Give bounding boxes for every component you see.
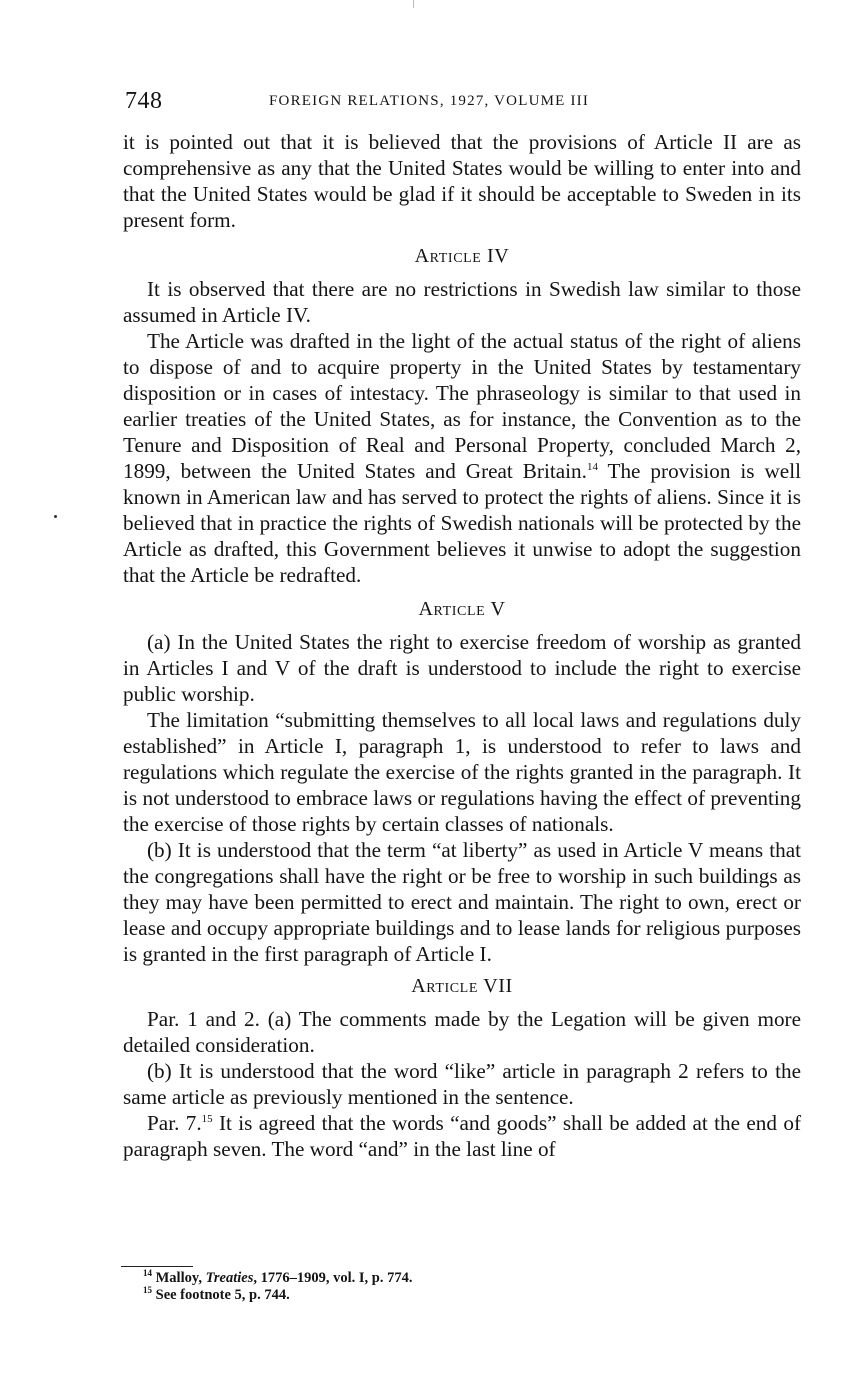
footnote-15: [143, 1287, 743, 1304]
paragraph-article-vii-par7: [123, 1110, 801, 1162]
heading-article-iv: Article IV: [414, 245, 510, 267]
paragraph-article-vii-a: [123, 1006, 801, 1058]
item-label: (b): [147, 1059, 172, 1083]
paragraph-continuation: it is pointed out that it is believed that the provisions of Article II are as comprehensive as any that the United States would be willing to enter into and that the United States would be glad if it should be acceptable to Sweden in its present form.: [123, 130, 801, 232]
heading-article-v: Article V: [418, 598, 506, 620]
page-header: [125, 88, 805, 118]
paragraph-article-iv-2: [123, 328, 801, 588]
paragraph-prefix: Par. 1 and 2.: [147, 1007, 268, 1031]
paragraph-article-iv-1: It is observed that there are no restrictions in Swedish law similar to those assumed in Article IV.: [123, 277, 801, 327]
footnote-text: , 1776–1909, vol. I, p. 774.: [253, 1270, 413, 1286]
body-text: [123, 129, 801, 1162]
page-number: 748: [125, 88, 163, 114]
scan-mark: [413, 0, 414, 8]
item-label: (b): [147, 838, 172, 862]
footnote-rule: [121, 1266, 193, 1267]
paragraph-article-vii-b: [123, 1058, 801, 1110]
paragraph-text: It is agreed that the words “and goods” shall be added at the end of paragraph seven. The word “and” in the last line of: [123, 1111, 801, 1161]
footnote-text: Malloy,: [152, 1270, 206, 1286]
item-label: (a): [147, 630, 171, 654]
footnote-title: Treaties: [205, 1270, 254, 1286]
heading-article-vii: Article VII: [411, 975, 513, 997]
paragraph-text: It is understood that the term “at liberty” as used in Article V means that the congregations shall have the right or be free to worship in such buildings as they may have been permitted to erect and maintain. The right to own, erect or lease and occupy appropriate buildings and to lease lands for religious purposes is granted in the first paragraph of Article I.: [123, 838, 801, 966]
footnote-14: [143, 1270, 743, 1287]
footnote-ref-15: 15: [201, 1112, 213, 1125]
paragraph-text: In the United States the right to exercise freedom of worship as granted in Articles I and V of the draft is understood to include the right to exercise public worship.: [123, 630, 801, 706]
scan-speck: [54, 515, 57, 518]
item-label: (a): [267, 1007, 292, 1031]
paragraph-text: The provision is well known in American law and has served to protect the rights of aliens. Since it is believed that in practice the rights of Swedish nationals will be protected by the Article as drafted, this Government believes it unwise to adopt the suggestion that the Article be redrafted.: [123, 459, 801, 587]
paragraph-article-v-b: [123, 837, 801, 967]
paragraph-prefix: Par. 7.: [147, 1111, 202, 1135]
running-head: FOREIGN RELATIONS, 1927, VOLUME III: [269, 93, 590, 109]
footnote-ref-14: 14: [586, 460, 598, 473]
paragraph-article-v-limitation: The limitation “submitting themselves to all local laws and regulations duly established” in Article I, paragraph 1, is understood to refer to laws and regulations which regulate the exercise of the rights granted in the paragraph. It is not understood to embrace laws or regulations having the effect of preventing the exercise of those rights by certain classes of nationals.: [123, 708, 801, 836]
paragraph-text: It is understood that the word “like” article in paragraph 2 refers to the same article as previously mentioned in the sentence.: [123, 1059, 801, 1109]
paragraph-text: The comments made by the Legation will be given more detailed consideration.: [123, 1007, 801, 1057]
footnote-text: See footnote 5, p. 744.: [152, 1287, 290, 1303]
paragraph-article-v-a: [123, 629, 801, 707]
paragraph-text: The Article was drafted in the light of the actual status of the right of aliens to dispose of and to acquire property in the United States by testamentary disposition or in cases of intestacy. The phraseology is similar to that used in earlier treaties of the United States, as for instance, the Convention as to the Tenure and Disposition of Real and Personal Property, concluded March 2, 1899, between the United States and Great Britain.: [123, 329, 801, 483]
footnote-mark: 15: [143, 1285, 152, 1296]
footnotes: [143, 1270, 743, 1304]
footnote-mark: 14: [143, 1268, 152, 1279]
